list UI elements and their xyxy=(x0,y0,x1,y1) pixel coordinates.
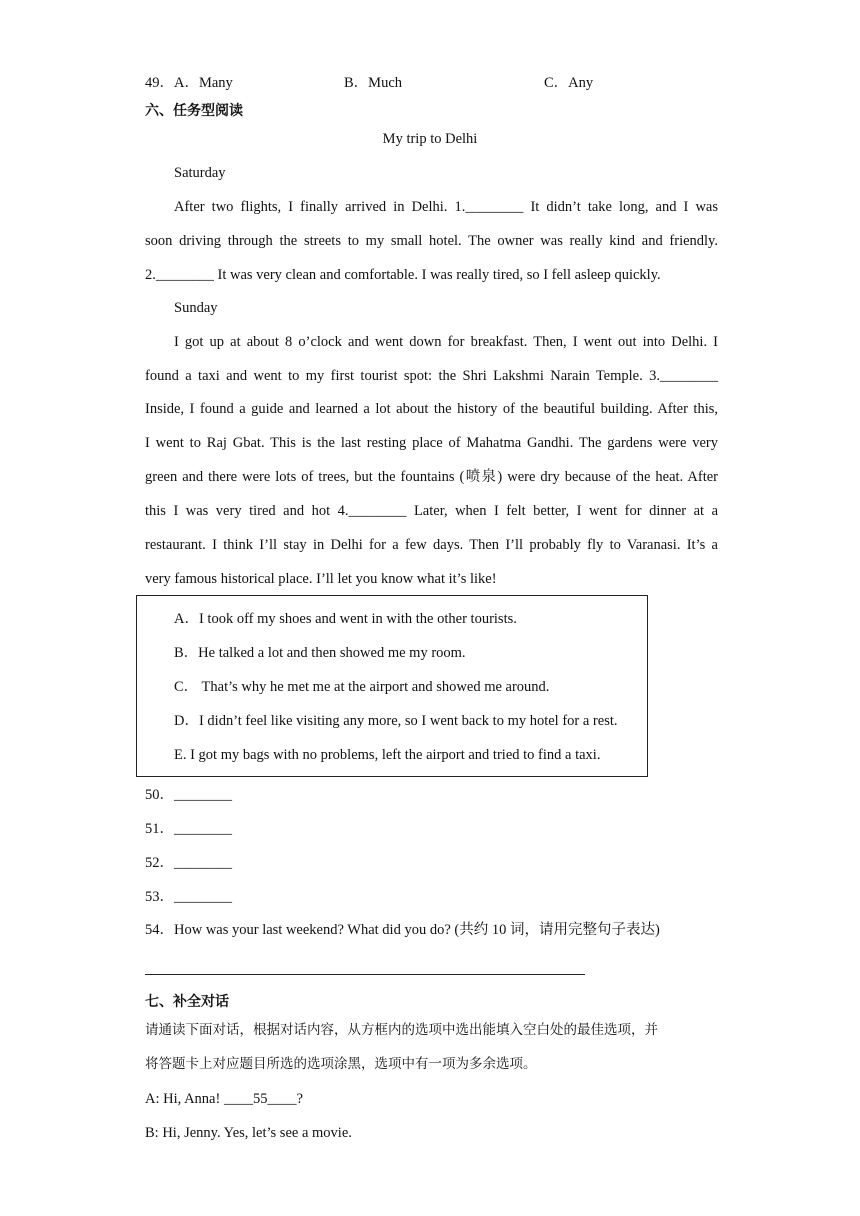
passage-line: I went to Raj Gbat. This is the last resting place of Mahatma Gandhi. The gardens were very xyxy=(145,435,718,451)
dialog-line-b: B: Hi, Jenny. Yes, let’s see a movie. xyxy=(145,1125,352,1141)
option-a: A．I took off my shoes and went in with the other tourists. xyxy=(174,611,517,627)
passage-line: restaurant. I think I’ll stay in Delhi for a few days. Then I’ll probably fly to Varanasi. It’s a xyxy=(145,537,718,553)
passage-line: found a taxi and went to my first tourist spot: the Shri Lakshmi Narain Temple. 3.________ xyxy=(145,368,718,384)
option-b: B．He talked a lot and then showed me my room. xyxy=(174,645,466,661)
option-d: D．I didn’t feel like visiting any more, so I went back to my hotel for a rest. xyxy=(174,713,618,729)
option-c: C． That’s why he met me at the airport and showed me around. xyxy=(174,679,550,695)
dialog-a-blank-55: ____55____ xyxy=(223,1091,297,1107)
q49-option-c: C．Any xyxy=(544,75,594,91)
section7-heading: 七、补全对话 xyxy=(145,994,229,1010)
answer-blank-51: 51．________ xyxy=(145,821,232,837)
passage-title: My trip to Delhi xyxy=(382,131,478,147)
q49-option-b: B．Much xyxy=(344,75,402,91)
section7-instruction: 将答题卡上对应题目所选的选项涂黑，选项中有一项为多余选项。 xyxy=(145,1056,537,1072)
passage-line: Inside, I found a guide and learned a lot about the history of the beautiful building. After this, xyxy=(145,401,718,417)
passage-line: very famous historical place. I’ll let you know what it’s like! xyxy=(145,571,497,587)
passage-line: 2.________ It was very clean and comfortable. I was really tired, so I fell asleep quickly. xyxy=(145,267,661,283)
answer-blank-53: 53．________ xyxy=(145,889,232,905)
day-sunday: Sunday xyxy=(174,300,218,316)
passage-line: I got up at about 8 o’clock and went down for breakfast. Then, I went out into Delhi. I xyxy=(174,334,718,350)
day-saturday: Saturday xyxy=(174,165,226,181)
answer-blank-50: 50．________ xyxy=(145,787,232,803)
dialog-a-prefix: A: Hi, Anna! xyxy=(145,1091,224,1107)
answer-blank-52: 52．________ xyxy=(145,855,232,871)
section7-instruction: 请通读下面对话，根据对话内容，从方框内的选项中选出能填入空白处的最佳选项，并 xyxy=(145,1022,658,1038)
passage-line: this I was very tired and hot 4.________ Later, when I felt better, I went for dinner at a xyxy=(145,503,718,519)
answer-line-54 xyxy=(145,974,585,975)
passage-line: soon driving through the streets to my small hotel. The owner was really kind and friendly. xyxy=(145,233,718,249)
section6-heading: 六、任务型阅读 xyxy=(145,103,243,119)
dialog-line-a xyxy=(145,1089,303,1109)
option-e: E. I got my bags with no problems, left the airport and tried to find a taxi. xyxy=(174,747,601,763)
question-54: 54．How was your last weekend? What did you do? (共约 10 词，请用完整句子表达) xyxy=(145,922,660,938)
q49-number: 49． xyxy=(145,75,174,91)
dialog-a-suffix: ? xyxy=(296,1091,303,1107)
passage-line: After two flights, I finally arrived in Delhi. 1.________ It didn’t take long, and I was xyxy=(174,199,718,215)
q49-option-a: A．Many xyxy=(174,75,233,91)
passage-line: green and there were lots of trees, but the fountains (喷泉) were dry because of the heat. After xyxy=(145,469,718,485)
